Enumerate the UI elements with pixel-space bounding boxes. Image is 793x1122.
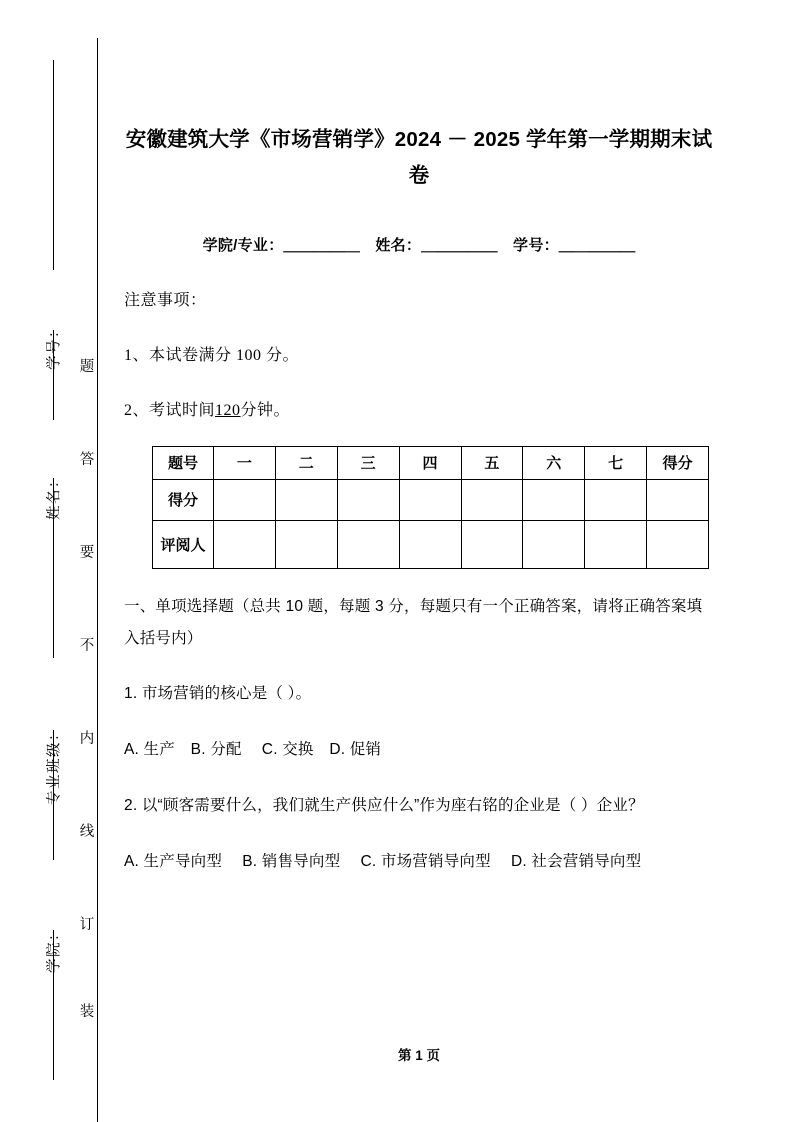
score-cell[interactable] — [399, 479, 461, 520]
binding-warning-char: 要 — [79, 545, 95, 561]
notes-heading: 注意事项： — [124, 291, 207, 309]
score-cell[interactable] — [275, 479, 337, 520]
score-table-header-cell: 六 — [523, 446, 585, 479]
question-stem-1: 1. 市场营销的核心是（ ）。 — [124, 685, 312, 703]
note-duration-pre: 2、考试时间 — [124, 401, 216, 419]
score-cell[interactable] — [214, 479, 276, 520]
score-cell[interactable] — [337, 479, 399, 520]
grader-cell[interactable] — [275, 520, 337, 568]
score-cell[interactable] — [647, 479, 709, 520]
binding-warning-char: 订 — [79, 917, 95, 933]
binding-warning-char: 线 — [79, 824, 95, 840]
score-row-label: 得分 — [153, 479, 214, 520]
grader-cell[interactable] — [337, 520, 399, 568]
document-body — [124, 0, 714, 877]
score-table-header-cell: 一 — [214, 446, 276, 479]
binding-line-inner — [97, 38, 98, 1122]
page-footer: 第 1 页 — [397, 1048, 440, 1063]
grader-cell[interactable] — [399, 520, 461, 568]
score-cell[interactable] — [585, 479, 647, 520]
grader-cell[interactable] — [585, 520, 647, 568]
grader-row-label: 评阅人 — [153, 520, 214, 568]
table-row — [153, 479, 709, 520]
score-table-header-cell: 七 — [585, 446, 647, 479]
score-table-header-cell: 五 — [461, 446, 523, 479]
binding-line-segment-1 — [53, 60, 54, 270]
score-table-header-cell: 三 — [337, 446, 399, 479]
score-table-header-cell: 题号 — [153, 446, 214, 479]
table-row — [153, 520, 709, 568]
margin-label-student-id: 学号： — [46, 322, 63, 370]
score-table-header-cell: 二 — [275, 446, 337, 479]
score-cell[interactable] — [523, 479, 585, 520]
binding-warning-char: 不 — [79, 638, 95, 654]
grader-cell[interactable] — [214, 520, 276, 568]
grader-cell[interactable] — [461, 520, 523, 568]
binding-warning-char: 题 — [79, 359, 95, 375]
student-info-line: 学院/专业：＿＿＿＿＿ 姓名：＿＿＿＿＿ 学号：＿＿＿＿＿ — [202, 236, 636, 254]
question-options-2: A. 生产导向型 B. 销售导向型 C. 市场营销导向型 D. 社会营销导向型 — [124, 852, 642, 870]
binding-warning-char: 装 — [79, 1004, 95, 1020]
score-table — [152, 446, 709, 569]
grader-cell[interactable] — [523, 520, 585, 568]
binding-warning-char: 答 — [79, 452, 95, 468]
question-stem-2: 2. 以“顾客需要什么，我们就生产供应什么”作为座右铭的企业是（ ）企业？ — [124, 796, 644, 814]
grader-cell[interactable] — [647, 520, 709, 568]
score-table-header-cell: 四 — [399, 446, 461, 479]
note-duration-value: 120 — [215, 401, 241, 419]
margin-label-college: 学院： — [46, 925, 63, 973]
section-heading-multiple-choice: 一、单项选择题（总共 10 题，每题 3 分，每题只有一个正确答案，请将正确答案填入括号内） — [124, 597, 703, 647]
score-table-header-cell: 得分 — [647, 446, 709, 479]
note-duration-post: 分钟。 — [240, 401, 291, 419]
margin-label-name: 姓名： — [46, 472, 63, 520]
margin-label-class: 专业班级： — [46, 725, 63, 805]
score-cell[interactable] — [461, 479, 523, 520]
exam-title: 安徽建筑大学《市场营销学》2024 － 2025 学年第一学期期末试卷 — [125, 128, 713, 187]
note-item-total-score: 1、本试卷满分 100 分。 — [124, 346, 300, 364]
note-item-duration — [124, 397, 714, 420]
question-options-1: A. 生产 B. 分配 C. 交换 D. 促销 — [124, 741, 382, 759]
table-row-header — [153, 446, 709, 479]
binding-warning-char: 内 — [79, 731, 95, 747]
score-table-container — [152, 446, 714, 569]
